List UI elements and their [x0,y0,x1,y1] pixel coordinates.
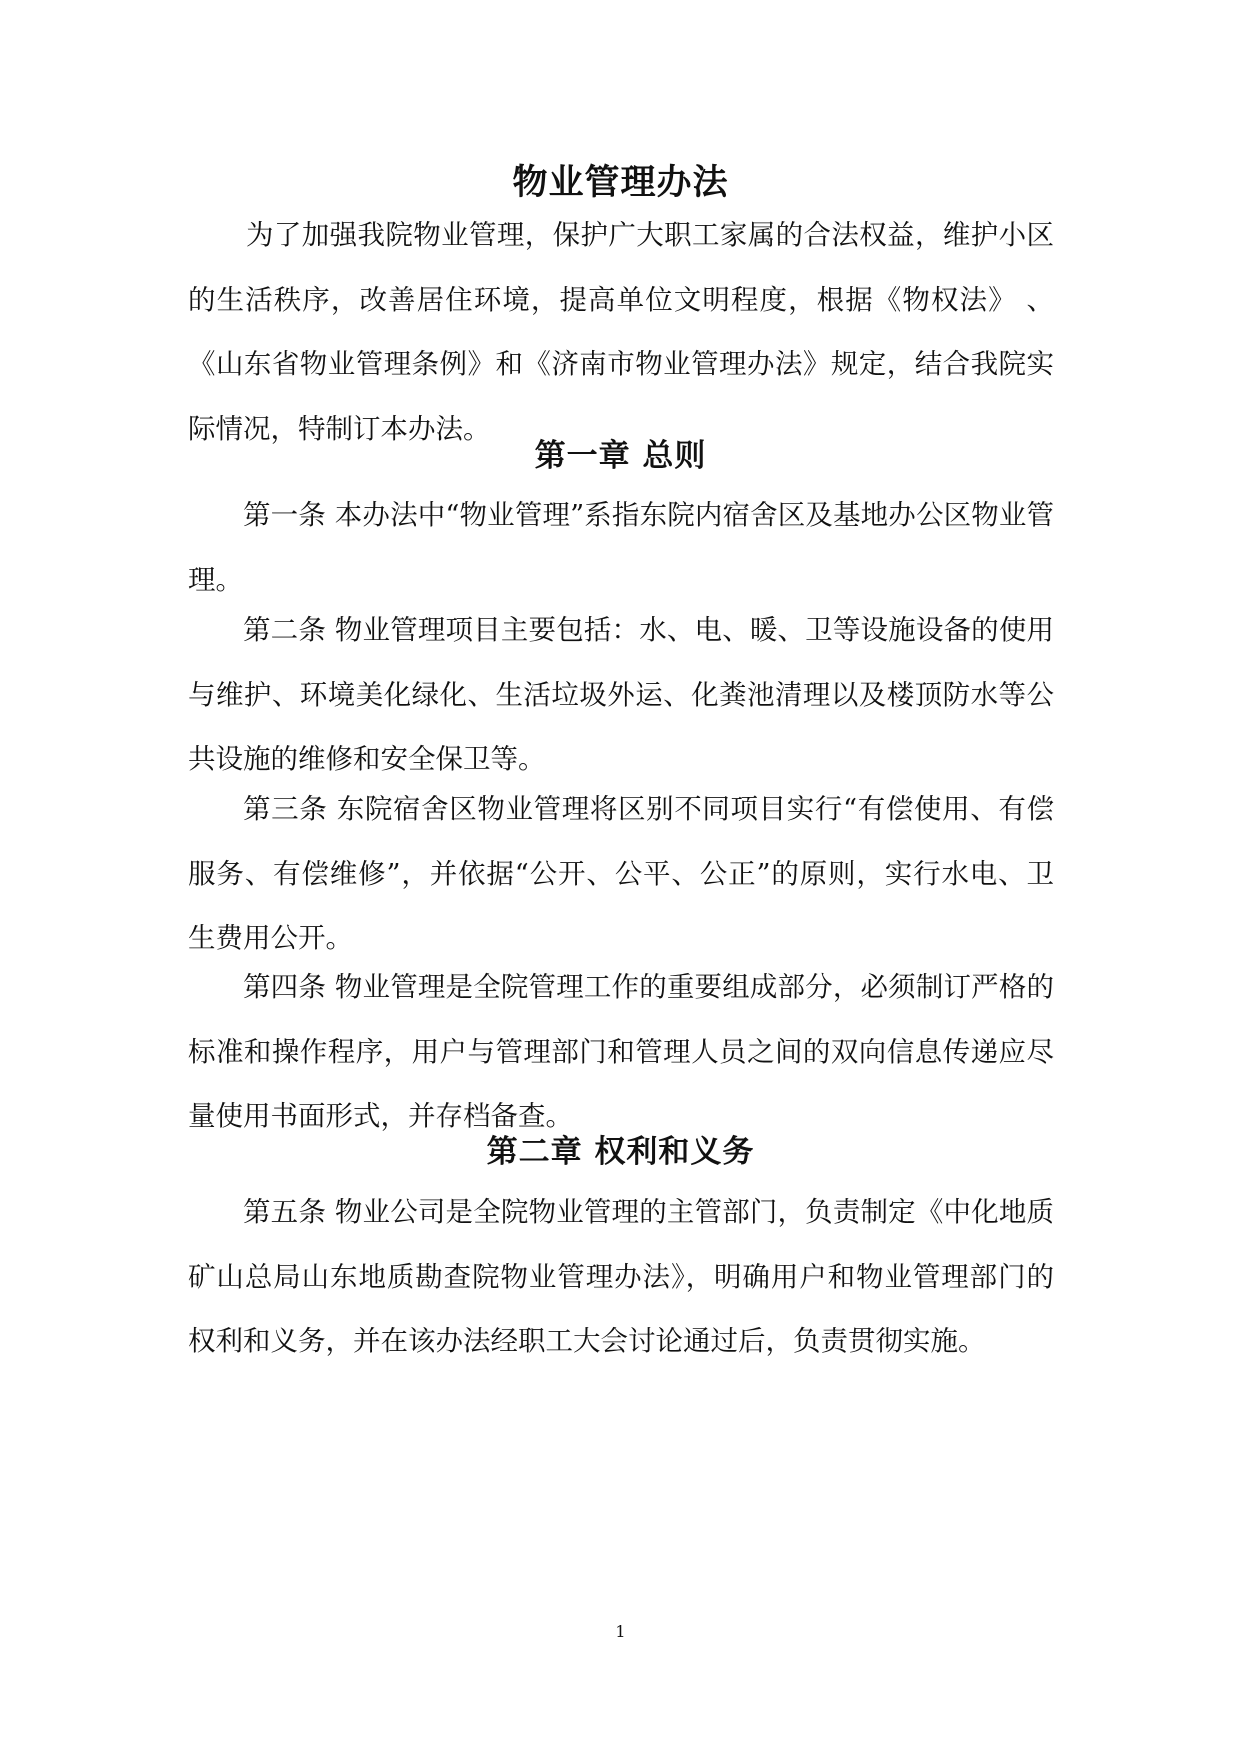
article-paragraph: 第四条 物业管理是全院管理工作的重要组成部分，必须制订严格的标准和操作程序，用户与管理部门和管理人员之间的双向信息传递应尽量使用书面形式，并存档备查。 [188,971,1054,1132]
page-number: 1 [615,1622,626,1641]
intro-paragraph: 为了加强我院物业管理，保护广大职工家属的合法权益，维护小区的生活秩序，改善居住环境，提高单位文明程度，根据《物权法》 、《山东省物业管理条例》和《济南市物业管理办法》规定，结合我院实际情况，特制订本办法。 [188,219,1054,445]
article-paragraph: 第一条 本办法中“物业管理”系指东院内宿舍区及基地办公区物业管理。 [188,499,1054,596]
article-paragraph: 第二条 物业管理项目主要包括：水、电、暖、卫等设施设备的使用与维护、环境美化绿化、生活垃圾外运、化粪池清理以及楼顶防水等公共设施的维修和安全保卫等。 [188,614,1054,775]
chapter-heading: 第二章 权利和义务 [486,1134,755,1170]
document-title: 物业管理办法 [512,162,729,203]
article-paragraph: 第五条 物业公司是全院物业管理的主管部门，负责制定《中化地质矿山总局山东地质勘查院物业管理办法》，明确用户和物业管理部门的权利和义务，并在该办法经职工大会讨论通过后，负责贯彻实施。 [188,1196,1054,1357]
chapter-heading: 第一章 总则 [534,438,707,474]
article-paragraph: 第三条 东院宿舍区物业管理将区别不同项目实行“有偿使用、有偿服务、有偿维修”，并依据“公开、公平、公正”的原则，实行水电、卫生费用公开。 [188,793,1054,954]
